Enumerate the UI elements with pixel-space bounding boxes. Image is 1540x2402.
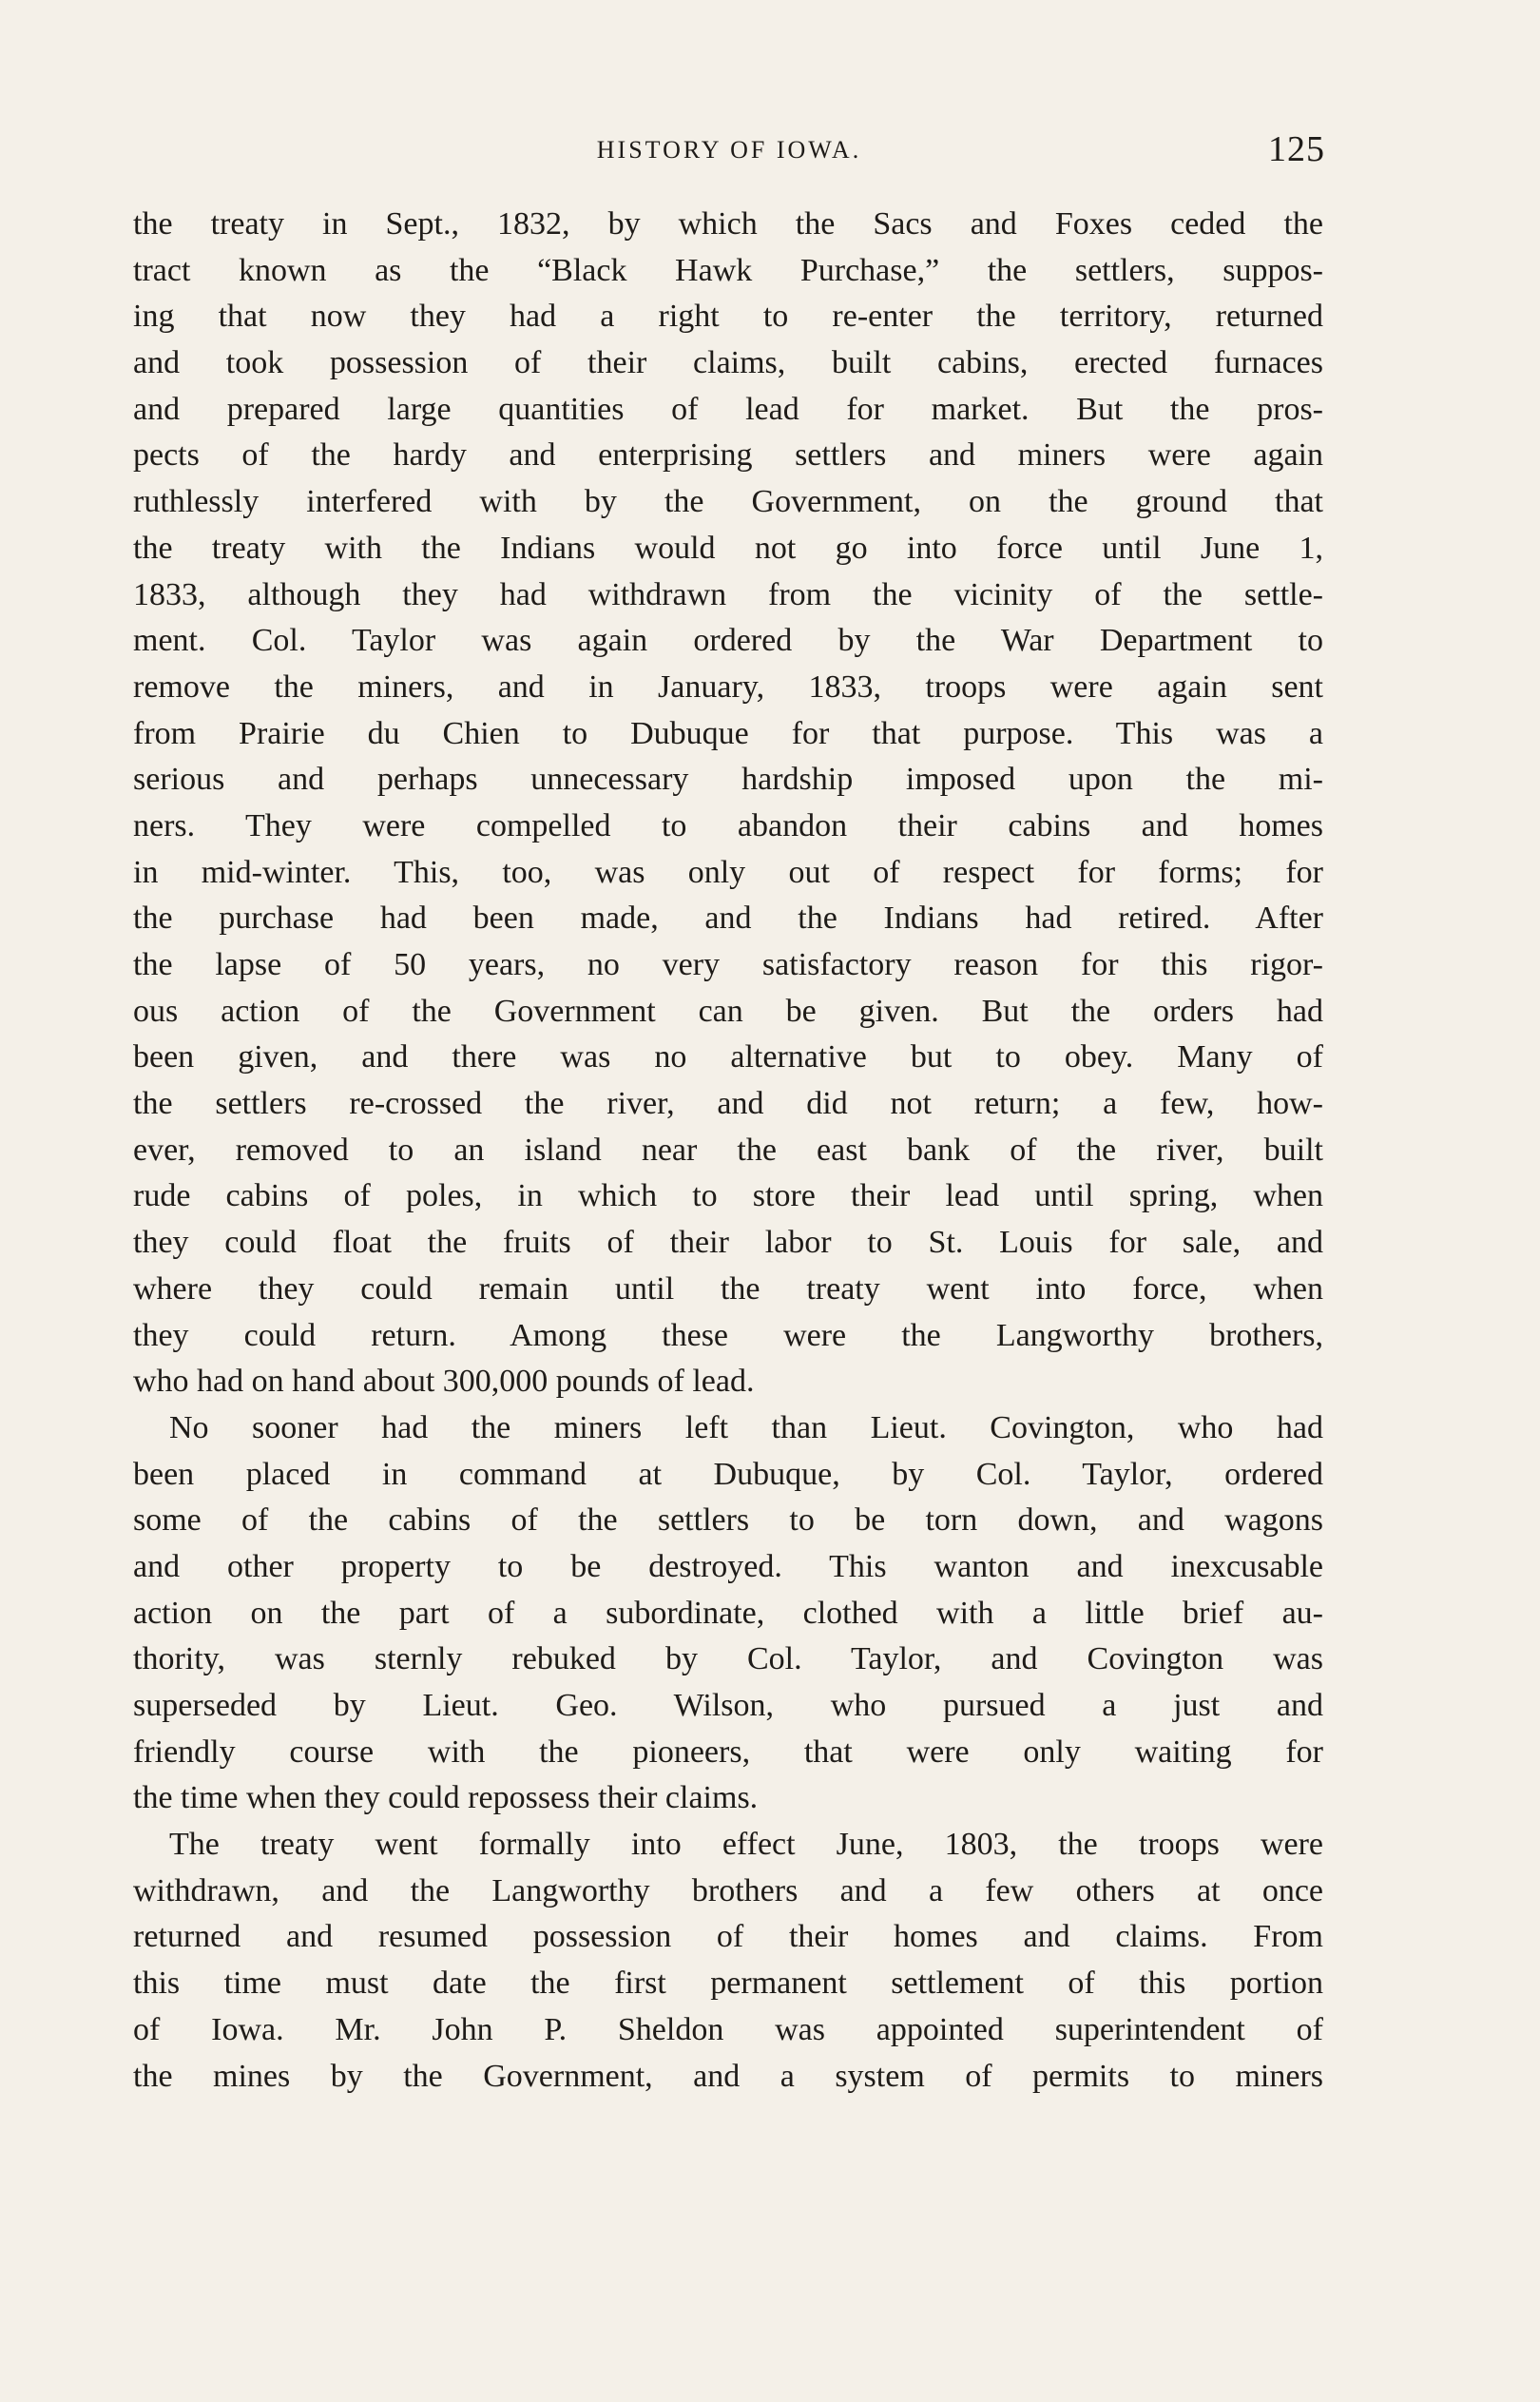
- text-line: ing that now they had a right to re-enter the territory, returned: [133, 299, 1323, 335]
- text-line: remove the miners, and in January, 1833, troops were again sent: [133, 668, 1323, 705]
- text-line: tract known as the “Black Hawk Purchase,” the settlers, suppos-: [133, 252, 1323, 288]
- text-line: action on the part of a subordinate, clothed with a little brief au-: [133, 1595, 1323, 1631]
- text-line: the lapse of 50 years, no very satisfactory reason for this rigor-: [133, 947, 1323, 982]
- text-line: the mines by the Government, and a system of permits to miners: [133, 2058, 1323, 2094]
- text-line: of Iowa. Mr. John P. Sheldon was appointed superintendent of: [133, 2011, 1323, 2047]
- text-line: ners. They were compelled to abandon their cabins and homes: [133, 807, 1323, 843]
- text-line: pects of the hardy and enterprising settlers and miners were again: [133, 437, 1323, 474]
- text-line: the purchase had been made, and the Indians had retired. After: [133, 901, 1323, 937]
- text-line: been placed in command at Dubuque, by Col. Taylor, ordered: [133, 1456, 1323, 1492]
- text-line: in mid-winter. This, too, was only out of respect for forms; for: [133, 854, 1323, 890]
- text-line: serious and perhaps unnecessary hardship imposed upon the mi-: [133, 762, 1323, 798]
- text-line: ous action of the Government can be given. But the orders had: [133, 993, 1323, 1029]
- text-line: friendly course with the pioneers, that were only waiting for: [133, 1734, 1323, 1770]
- text-line: The treaty went formally into effect June, 1803, the troops were: [169, 1827, 1323, 1863]
- text-line: returned and resumed possession of their homes and claims. From: [133, 1919, 1323, 1955]
- text-line: superseded by Lieut. Geo. Wilson, who pursued a just and: [133, 1688, 1323, 1723]
- body-text: [133, 202, 1323, 2100]
- text-line: the treaty with the Indians would not go into force until June 1,: [133, 530, 1323, 566]
- text-line: been given, and there was no alternative but to obey. Many of: [133, 1039, 1323, 1075]
- text-line: from Prairie du Chien to Dubuque for that purpose. This was a: [133, 715, 1323, 751]
- text-line: this time must date the first permanent settlement of this portion: [133, 1966, 1323, 2002]
- text-line: some of the cabins of the settlers to be torn down, and wagons: [133, 1502, 1323, 1539]
- text-line: the settlers re-crossed the river, and did not return; a few, how-: [133, 1086, 1323, 1122]
- text-line: thority, was sternly rebuked by Col. Taylor, and Covington was: [133, 1641, 1323, 1677]
- text-line: withdrawn, and the Langworthy brothers and a few others at once: [133, 1872, 1323, 1908]
- text-line: 1833, although they had withdrawn from the vicinity of the settle-: [133, 576, 1323, 612]
- text-line: No sooner had the miners left than Lieut. Covington, who had: [169, 1409, 1323, 1445]
- text-line: rude cabins of poles, in which to store their lead until spring, when: [133, 1178, 1323, 1214]
- text-line: the time when they could repossess their claims.: [133, 1780, 759, 1816]
- text-line: and took possession of their claims, built cabins, erected furnaces: [133, 345, 1323, 381]
- running-head: [133, 130, 1325, 168]
- text-line: ment. Col. Taylor was again ordered by the War Department to: [133, 623, 1323, 659]
- text-line: ruthlessly interfered with by the Government, on the ground that: [133, 484, 1323, 520]
- text-line: the treaty in Sept., 1832, by which the Sacs and Foxes ceded the: [133, 206, 1323, 242]
- text-line: and prepared large quantities of lead for market. But the pros-: [133, 391, 1323, 427]
- page-number: 125: [1268, 129, 1325, 169]
- text-line: who had on hand about 300,000 pounds of lead.: [133, 1364, 755, 1400]
- text-line: and other property to be destroyed. This wanton and inexcusable: [133, 1548, 1323, 1584]
- text-line: ever, removed to an island near the east bank of the river, built: [133, 1132, 1323, 1168]
- text-line: they could return. Among these were the Langworthy brothers,: [133, 1317, 1323, 1353]
- running-title: HISTORY OF IOWA.: [596, 136, 862, 164]
- text-line: where they could remain until the treaty went into force, when: [133, 1270, 1323, 1307]
- text-line: they could float the fruits of their labor to St. Louis for sale, and: [133, 1225, 1323, 1261]
